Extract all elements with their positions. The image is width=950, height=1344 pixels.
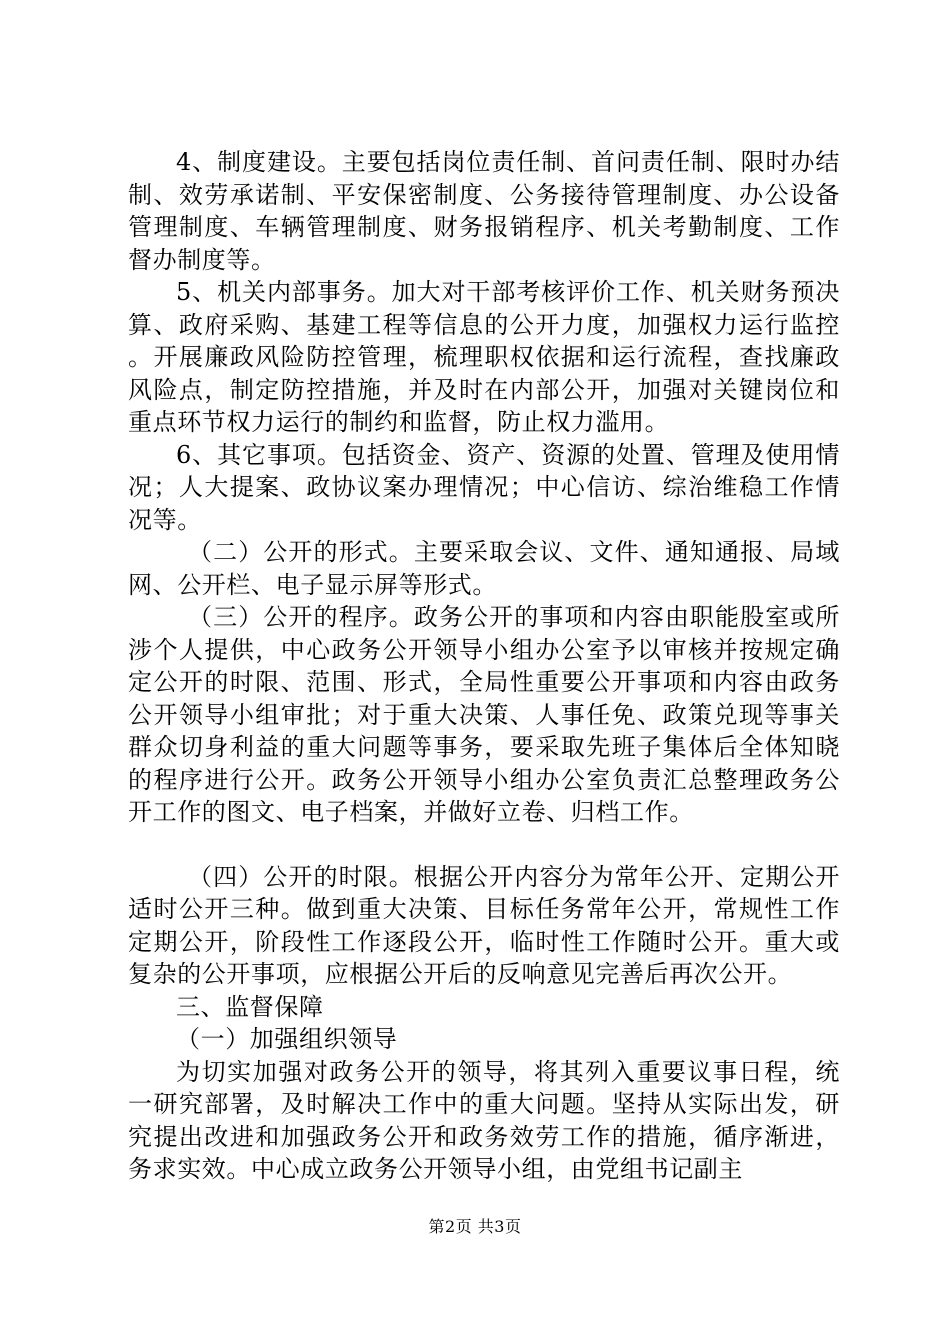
document-body xyxy=(128,146,840,1186)
paragraph-internal-affairs: 5、机关内部事务。加大对干部考核评价工作、机关财务预决算、政府采购、基建工程等信息的公开力度，加强权力运行监控。开展廉政风险防控管理，梳理职权依据和运行流程，查找廉政风险点，制定防控措施，并及时在内部公开，加强对关键岗位和重点环节权力运行的制约和监督，防止权力滥用。 xyxy=(128,278,840,436)
paragraph-disclosure-forms: （二）公开的形式。主要采取会议、文件、通知通报、局域网、公开栏、电子显示屏等形式。 xyxy=(128,538,840,599)
paragraph-spacer xyxy=(128,829,840,861)
paragraph-system-construction: 4、制度建设。主要包括岗位责任制、首问责任制、限时办结制、效劳承诺制、平安保密制度、公务接待管理制度、办公设备管理制度、车辆管理制度、财务报销程序、机关考勤制度、工作督办制度等。 xyxy=(128,148,840,274)
paragraph-disclosure-timing: （四）公开的时限。根据公开内容分为常年公开、定期公开适时公开三种。做到重大决策、目标任务常年公开，常规性工作定期公开，阶段性工作逐段公开，临时性工作随时公开。重大或复杂的公开事项，应根据公开后的反响意见完善后再次公开。 xyxy=(128,862,840,988)
section-heading-supervision: 三、监督保障 xyxy=(176,992,324,1021)
page-number-footer: 第2页 共3页 xyxy=(428,1217,522,1236)
subsection-heading-leadership: （一）加强组织领导 xyxy=(176,1025,398,1053)
paragraph-other-matters: 6、其它事项。包括资金、资产、资源的处置、管理及使用情况；人大提案、政协议案办理情况；中心信访、综治维稳工作情况等。 xyxy=(128,440,840,534)
paragraph-disclosure-procedure: （三）公开的程序。政务公开的事项和内容由职能股室或所涉个人提供，中心政务公开领导小组办公室予以审核并按规定确定公开的时限、范围、形式，全局性重要公开事项和内容由政务公开领导小组审批；对于重大决策、人事任免、政策兑现等事关群众切身利益的重大问题等事务，要采取先班子集体后全体知晓的程序进行公开。政务公开领导小组办公室负责汇总整理政务公开工作的图文、电子档案，并做好立卷、归档工作。 xyxy=(128,603,840,826)
paragraph-leadership-body: 为切实加强对政务公开的领导，将其列入重要议事日程，统一研究部署，及时解决工作中的重大问题。坚持从实际出发，研究提出改进和加强政务公开和政务效劳工作的措施，循序渐进，务求实效。中心成立政务公开领导小组，由党组书记副主 xyxy=(128,1057,840,1183)
